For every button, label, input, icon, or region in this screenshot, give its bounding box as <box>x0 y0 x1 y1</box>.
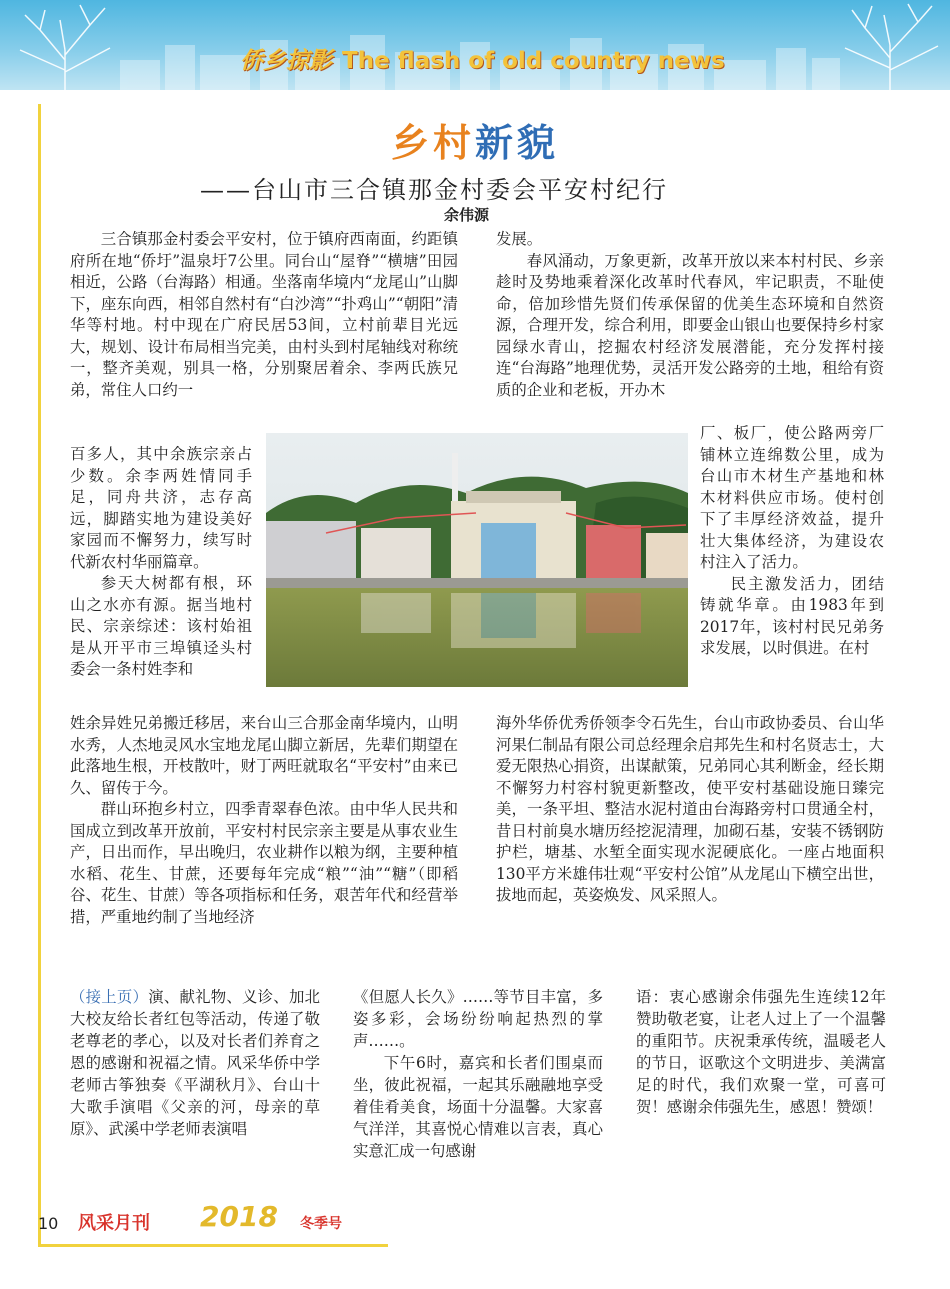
village-photo <box>266 433 688 687</box>
footer-accent-rule <box>38 1244 388 1247</box>
paragraph: 演、献礼物、义诊、加北大校友给长者红包等活动，传递了敬老尊老的孝心，以及对长者们养育之恩的感谢和祝福之情。风采华侨中学老师古筝独奏《平湖秋月》、台山十大歌手演唱《父亲的河，母亲的草原》、武溪中学老师表演唱 <box>70 988 320 1138</box>
continued-column-1 <box>70 986 320 1140</box>
paragraph: 春风涌动，万象更新，改革开放以来本村村民、乡亲趁时及势地乘着深化改革时代春风，牢记职责，不耻使命，倍加珍惜先贤们传承保留的优美生态环境和自然资源，合理开发，综合利用，即要金山银山也要保持乡村家园绿水青山，挖掘农村经济发展潜能，充分发挥村接连“台海路”地理优势，灵活开发公路旁的土地，租给有资质的企业和老板，开办木 <box>496 251 884 399</box>
winter-tree-right-icon <box>820 0 950 90</box>
paragraph: 下午6时，嘉宾和长者们围桌而坐，彼此祝福，一起其乐融融地享受着佳肴美食，场面十分温馨。大家喜气洋洋，其喜悦心情难以言表，真心实意汇成一句感谢 <box>353 1054 603 1160</box>
header-banner <box>0 0 950 90</box>
article-subtitle: ——台山市三合镇那金村委会平安村纪行 <box>200 176 668 204</box>
section-title-en: The flash of old country news <box>342 48 725 74</box>
article-author: 余伟源 <box>444 206 490 224</box>
paragraph: 百多人，其中余族宗亲占少数。余李两姓情同手足，同舟共济，志存高远，脚踏实地为建设美好家园而不懈努力，续写时代新农村华丽篇章。 <box>70 445 252 571</box>
left-column-narrow <box>70 444 252 681</box>
title-part-orange: 乡村 <box>390 121 475 165</box>
paragraph: 三合镇那金村委会平安村，位于镇府西南面，约距镇府所在地“侨圩”温泉圩7公里。同台山“屋脊”“横塘”田园相近，公路（台海路）相通。坐落南华境内“龙尾山”山脚下，座东向西，相邻自然村有“白沙湾”“扑鸡山”“朝阳”清华等村地。村中现在广府民居53间，立村前辈目光远大，规划、设计布局相当完美，由村头到村尾轴线对称统一，整齐美观，别具一格，分别聚居着余、李两氏族兄弟，常住人口约一 <box>70 230 458 399</box>
paragraph: 参天大树都有根，环山之水亦有源。据当地村民、宗亲综述：该村始祖是从开平市三埠镇迳头村委会一条村姓李和 <box>70 574 252 678</box>
issue-year: 2018 <box>200 1200 278 1233</box>
page-number: 10 <box>38 1214 59 1233</box>
issue-season: 冬季号 <box>300 1216 342 1232</box>
left-column-bottom <box>70 713 458 928</box>
left-column-top <box>70 229 458 401</box>
right-column-bottom <box>496 713 884 907</box>
right-column-top <box>496 229 884 401</box>
article-title <box>0 112 950 167</box>
title-part-blue: 新貌 <box>475 121 560 165</box>
paragraph: 姓余异姓兄弟搬迁移居，来台山三合那金南华境内，山明水秀，人杰地灵风水宝地龙尾山脚立新居，先辈们期望在此落地生根，开枝散叶，财丁两旺就取名“平安村”由来已久、留传于今。 <box>70 714 458 797</box>
village-pond-photo-icon <box>266 433 688 687</box>
paragraph: 厂、板厂，使公路两旁厂铺林立连绵数公里，成为台山市木材生产基地和林木材料供应市场。使村创下了丰厚经济效益，提升壮大集体经济，为建设农村注入了活力。 <box>700 424 884 571</box>
section-title <box>240 42 725 75</box>
paragraph: 发展。 <box>496 230 543 248</box>
paragraph: 海外华侨优秀侨领李令石先生，台山市政协委员、台山华河果仁制品有限公司总经理余启邦先生和村名贤志士，大爱无限热心捐资，出谋献策，兄弟同心其利断金，经长期不懈努力村容村貌更新整改，使平安村基础设施日臻完美，一条平坦、整洁水泥村道由台海路旁村口贯通全村，昔日村前臭水塘历经挖泥清理，加砌石基，安装不锈钢防护栏，塘基、水堑全面实现水泥硬底化。一座占地面积130平方米雄伟壮观“平安村公馆”从龙尾山下横空出世，拔地而起，英姿焕发、风采照人。 <box>496 714 884 904</box>
left-accent-rule <box>38 104 41 1247</box>
paragraph: 语：衷心感谢余伟强先生连续12年赞助敬老宴，让老人过上了一个温馨的重阳节。庆祝秉承传统，温暖老人的节日，讴歌这个文明进步、美满富足的时代，我们欢聚一堂，可喜可贺！感谢余伟强先生，感恩！赞颂！ <box>636 988 886 1116</box>
magazine-name: 风采月刊 <box>78 1213 150 1234</box>
winter-tree-left-icon <box>0 0 130 90</box>
continued-label: （接上页） <box>70 988 149 1006</box>
continued-column-3 <box>636 986 886 1118</box>
paragraph: 民主激发活力，团结铸就华章。由1983年到2017年，该村村民兄弟务求发展，以时俱进。在村 <box>700 574 884 657</box>
continued-column-2 <box>353 986 603 1162</box>
paragraph: 群山环抱乡村立，四季青翠春色浓。由中华人民共和国成立到改革开放前，平安村村民宗亲主要是从事农业生产，日出而作，早出晚归，农业耕作以粮为纲，主要种植水稻、花生、甘蔗，还要每年完成“粮”“油”“糖”（即稻谷、花生、甘蔗）等各项指标和任务，艰苦年代和经营举措，严重地约制了当地经济 <box>70 800 458 926</box>
paragraph: 《但愿人长久》……等节目丰富，多姿多彩，会场纷纷响起热烈的掌声……。 <box>353 988 603 1050</box>
section-title-zh: 侨乡掠影 <box>240 48 332 74</box>
right-column-narrow <box>700 423 884 660</box>
